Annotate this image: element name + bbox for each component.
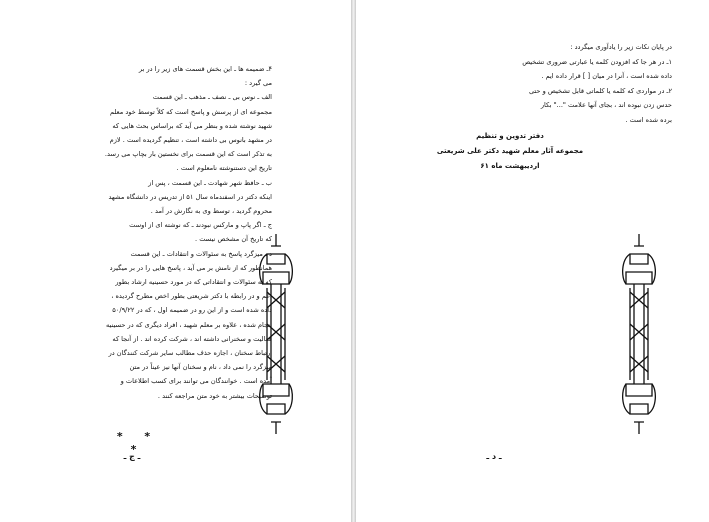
- text-line: توضیحات بیشتر به خود متن مراجعه کنند .: [157, 391, 272, 400]
- text-line: همانطور که از نامش بر می آید ، پاسخ هایی را در بر میگیرد: [109, 263, 272, 272]
- text-line: داده شده است ، آنرا در میان [ ] قرار داده ایم .: [541, 72, 672, 80]
- text-line: الف ـ نوس بی ـ نصف ـ مذهب ـ این قسمت: [152, 93, 272, 102]
- text-line: ۲ـ در مواردی که کلمه یا کلماتی قابل تشخیص و حتی: [528, 86, 672, 95]
- text-line: ۱ـ در هر جا که افزودن کلمه یا عبارتی ضروری تشخیص: [522, 57, 672, 66]
- text-line: ۴ـ ضمیمه ها ـ این بخش قسمت های زیر را در بر: [138, 65, 272, 73]
- signature-office: دفتر تدوین و تنظیم: [476, 132, 544, 140]
- signature-date: اردیبهشت ماه ۶۱: [480, 162, 540, 170]
- page-number-right: ـ د ـ: [486, 452, 502, 461]
- text-line: در مشهد بانوس بی داشته است ، تنظیم گردیده است . لازم: [109, 136, 272, 145]
- text-line: شهید نوشته شده و بنظر می آید که براساس بحث هایی که: [112, 121, 272, 130]
- section-stars: * * *: [116, 430, 160, 456]
- text-line: به تذکر است که این قسمت برای نخستین بار بچاپ می رسد.: [104, 150, 272, 159]
- signature-block: [390, 129, 630, 174]
- knot-ornament-icon: [617, 232, 661, 436]
- text-line: آمده است . خوانندگان می توانند برای کسب اطلاعات و: [120, 377, 272, 386]
- text-line: فعالیت و سخنرانی داشته اند ، شرکت کرده اند . از آنجا که: [112, 334, 272, 343]
- text-line: می گیرد :: [244, 79, 272, 88]
- right-page-text: [394, 40, 672, 127]
- text-line: حدس زدن نبوده اند ، بجای آنها علامت "..." بکار: [540, 101, 672, 109]
- text-line: داده شده است و از این رو در ضمیمه اول ، که در ۵۰/۹/۲۲: [112, 306, 272, 315]
- text-line: میزگرد را نمی داد ، نام و سخنان آنها نیز عیناً در متن: [129, 363, 272, 372]
- text-line: که به سئوالات و انتقاداتی که در مورد حسینیه ارشاد بطور: [115, 278, 272, 287]
- text-line: اینکه دکتر در اسفندماه سال ۵۱ از تدریس در دانشگاه مشهد: [108, 192, 272, 201]
- text-line: که تاریخ آن مشخص نیست .: [195, 235, 272, 244]
- text-line: در پایان نکات زیر را یادآوری میگردد :: [570, 43, 672, 51]
- text-line: د ـ میزگرد پاسخ به سئوالات و انتقادات ـ این قسمت: [130, 249, 272, 258]
- signature-collection: مجموعه آثار معلم شهید دکتر علی شریعتی: [436, 147, 584, 155]
- left-page-text: [36, 62, 272, 403]
- text-line: ب ـ حافظ شهر شهادت ـ این قسمت ، پس از: [148, 178, 272, 187]
- text-line: ج ـ اگر پاپ و مارکس نبودند ـ که نوشته ای از اوست: [129, 221, 272, 230]
- knot-ornament-icon: [254, 232, 298, 436]
- text-line: ارتباط سخنان ، اجازه حذف مطالب سایر شرکت کنندگان در: [108, 349, 272, 358]
- text-line: محروم گردید ، توسط وی به نگارش در آمد .: [150, 207, 272, 216]
- text-line: برده شده است .: [625, 115, 672, 124]
- text-line: تاریخ این دستنوشته نامعلوم است .: [176, 164, 272, 173]
- text-line: اعم و در رابطه با دکتر شریعتی بطور اخص مطرح گردیده ،: [111, 292, 272, 301]
- page-number-left: ـ ج ـ: [123, 452, 141, 461]
- text-line: مجموعه ای از پرسش و پاسخ است که کلاً توسط خود معلم: [109, 107, 272, 116]
- text-line: انجام شده ، علاوه بر معلم شهید ، افراد دیگری که در حسینیه: [105, 320, 272, 329]
